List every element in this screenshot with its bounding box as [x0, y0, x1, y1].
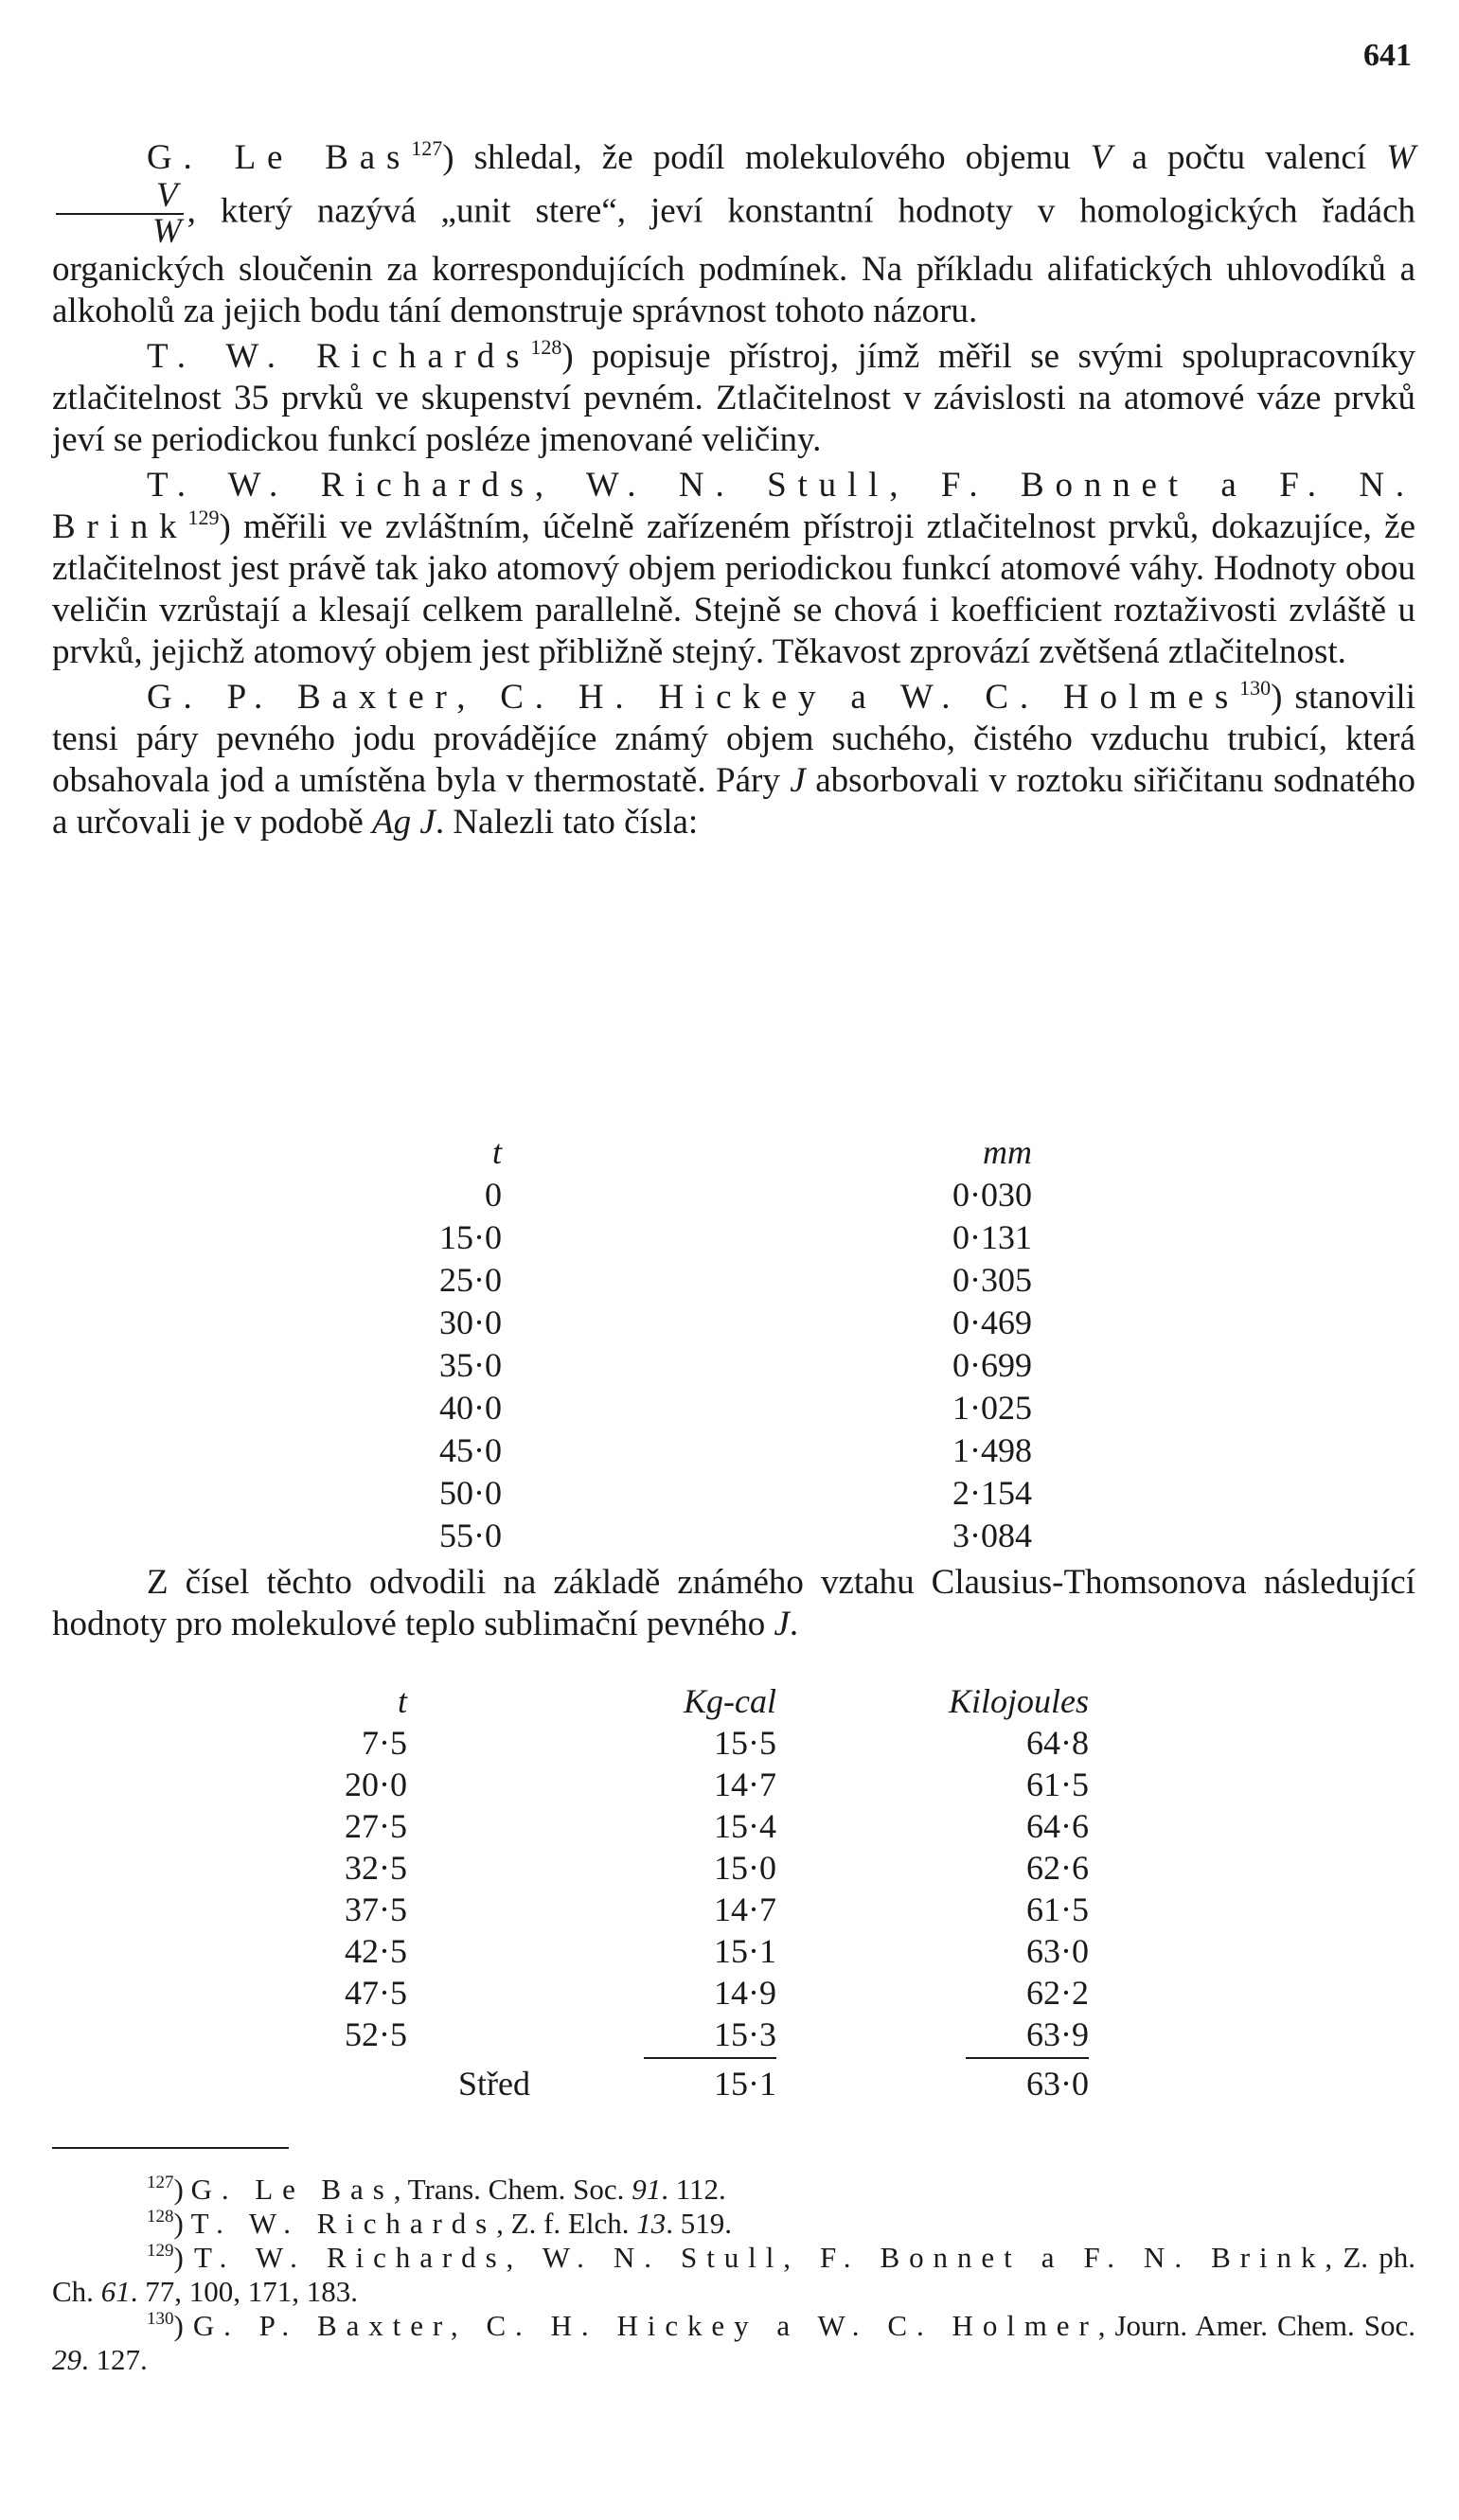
cell-kgcal: 15·5	[714, 1724, 776, 1762]
fraction-v-over-w	[56, 176, 184, 251]
average-kilojoules: 63·0	[1026, 2065, 1089, 2103]
spacer	[407, 1930, 530, 1972]
footnote-divider	[52, 2147, 289, 2149]
paragraph-text: ) popisuje přístroj, jímž měřil se svými spolupracovníky ztlačitelnost 35 prvků ve skupenství pevném. Ztlačitelnost v závislosti na atomové váze prvků jeví se periodickou funkcí posléze jmenované veličiny.	[52, 337, 1415, 459]
spacer	[265, 2063, 407, 2104]
cell-t: 30·0	[439, 1304, 502, 1341]
table-row	[265, 1764, 1212, 1805]
table-row	[341, 1174, 1060, 1216]
table-header-row	[341, 1131, 1060, 1174]
spacer	[407, 1722, 530, 1764]
variable-w: W	[1386, 138, 1416, 177]
author-name: G. Le Bas	[147, 138, 412, 177]
footnote-text: , Z. ph. Ch.	[52, 2241, 1415, 2308]
footnote-text: . 77, 100, 171, 183.	[130, 2275, 358, 2308]
paragraph-text: .	[789, 1605, 799, 1643]
footnote-text: . 127.	[81, 2343, 148, 2376]
footnote-number: 128	[147, 2207, 174, 2227]
symbol-j: J	[774, 1605, 790, 1643]
cell-mm: 3·084	[952, 1517, 1032, 1554]
footnote-number: 130	[147, 2309, 174, 2329]
cell-t: 32·5	[345, 1849, 407, 1887]
footnote-ref[interactable]: 127	[411, 136, 443, 160]
sublimation-heat-table	[265, 1680, 1212, 2104]
column-header-t: t	[397, 1682, 407, 1720]
table-row	[265, 1889, 1212, 1930]
footnote-number: 127	[147, 2173, 174, 2192]
paragraph-text: Z čísel těchto odvodili na základě známého vztahu Clausius-Thomsonova následující hodnoty pro molekulové teplo sublimační pevného	[52, 1563, 1415, 1643]
column-header-kgcal: Kg-cal	[684, 1682, 776, 1720]
table-row	[265, 1847, 1212, 1889]
footnote-ref[interactable]: 129	[187, 506, 220, 529]
spacer	[407, 1972, 530, 2014]
cell-t: 42·5	[345, 1932, 407, 1970]
spacer	[407, 1680, 530, 1722]
average-label: Střed	[458, 2065, 530, 2103]
cell-kgcal: 15·4	[714, 1807, 776, 1845]
average-kgcal: 15·1	[714, 2065, 776, 2103]
table-row	[265, 1805, 1212, 1847]
cell-t: 45·0	[439, 1431, 502, 1469]
cell-t: 50·0	[439, 1474, 502, 1512]
table-row	[265, 2014, 1212, 2055]
cell-mm: 0·131	[952, 1218, 1032, 1256]
cell-mm: 0·469	[952, 1304, 1032, 1341]
cell-kgcal: 15·0	[714, 1849, 776, 1887]
table-row	[341, 1515, 1060, 1557]
spacer	[407, 1764, 530, 1805]
footnote-volume: 61	[100, 2275, 131, 2308]
cell-t: 27·5	[345, 1807, 407, 1845]
fraction-denominator: W	[151, 212, 182, 251]
footnote-ref[interactable]: 130	[1239, 676, 1272, 700]
average-row	[265, 2063, 1212, 2104]
paragraph-richards-stull	[52, 465, 1415, 673]
page-number: 641	[1363, 38, 1412, 73]
table-header-row	[265, 1680, 1212, 1722]
cell-t: 35·0	[439, 1346, 502, 1384]
cell-t: 52·5	[345, 2015, 407, 2053]
cell-mm: 1·498	[952, 1431, 1032, 1469]
spacer	[407, 1847, 530, 1889]
footnote-text: , Z. f. Elch.	[496, 2207, 637, 2240]
table-row	[341, 1302, 1060, 1344]
author-names: T. W. Richards, W. N. Stull, F. Bonnet a F. N. Brink	[52, 466, 1415, 546]
body-text-lower	[52, 1562, 1415, 1649]
table-row	[265, 1930, 1212, 1972]
cell-mm: 0·699	[952, 1346, 1032, 1384]
cell-kgcal: 14·7	[714, 1766, 776, 1803]
table-row	[265, 1972, 1212, 2014]
body-text	[52, 137, 1415, 847]
cell-mm: 2·154	[952, 1474, 1032, 1512]
spacer	[407, 2014, 530, 2055]
footnotes	[52, 2173, 1415, 2377]
footnote-text: , Trans. Chem. Soc.	[393, 2173, 632, 2206]
cell-mm: 1·025	[952, 1389, 1032, 1427]
footnote-ref[interactable]: 128	[530, 335, 562, 359]
cell-kgcal: 15·3	[714, 2015, 776, 2053]
paragraph-text: ) stanovili tensi páry pevného jodu provádějíce známý objem suchého, čistého vzduchu trubicí, která obsahovala jod a umístěna byla v thermostatě. Páry	[52, 678, 1415, 800]
vapor-pressure-table	[341, 1131, 1060, 1557]
cell-t: 55·0	[439, 1517, 502, 1554]
paragraph-baxter	[52, 677, 1415, 843]
footnote-text: . 519.	[666, 2207, 732, 2240]
column-header-kilojoules: Kilojoules	[948, 1682, 1089, 1720]
cell-t: 47·5	[345, 1974, 407, 2012]
cell-t: 40·0	[439, 1389, 502, 1427]
author-names: G. P. Baxter, C. H. Hickey a W. C. Holmes	[147, 678, 1240, 717]
spacer	[407, 1889, 530, 1930]
paragraph-le-bas	[52, 137, 1415, 332]
footnote-author: G. P. Baxter, C. H. Hickey a W. C. Holmer	[192, 2309, 1098, 2342]
footnote-author: T. W. Richards, W. N. Stull, F. Bonnet a F. N. Brink	[194, 2241, 1326, 2274]
table-row	[341, 1259, 1060, 1302]
variable-v: V	[1090, 138, 1112, 177]
table-row	[265, 1722, 1212, 1764]
table-row	[341, 1387, 1060, 1429]
paragraph-text: ) shledal, že podíl molekulového objemu	[442, 138, 1091, 177]
cell-kilojoules: 61·5	[1026, 1890, 1089, 1928]
paragraph-text: , který nazývá „unit stere“, jeví konstantní hodnoty v homologických řadách organických sloučenin za korrespondujících podmínek. Na příkladu alifatických uhlovodíků a alkoholů za jejich bodu tání demonstruje správnost tohoto názoru.	[52, 191, 1415, 330]
cell-mm: 0·030	[952, 1176, 1032, 1214]
symbol-j: J	[790, 761, 806, 800]
footnote-text: . 112.	[661, 2173, 726, 2206]
cell-kilojoules: 62·2	[1026, 1974, 1089, 2012]
table-row	[341, 1472, 1060, 1515]
cell-t: 37·5	[345, 1890, 407, 1928]
cell-mm: 0·305	[952, 1261, 1032, 1299]
footnote-author: G. Le Bas	[190, 2173, 394, 2206]
footnote-volume: 91	[632, 2173, 662, 2206]
paragraph-clausius	[52, 1562, 1415, 1645]
footnote: $^{129}$) T. W. Richards, W. N. Stull, F. Bonnet a F. N. Brink, Z. ph. Ch. 61. 77, 100, 171, 183.	[52, 2241, 1415, 2308]
cell-kgcal: 14·9	[714, 1974, 776, 2012]
spacer	[407, 1805, 530, 1847]
table-row	[341, 1216, 1060, 1259]
cell-kilojoules: 64·8	[1026, 1724, 1089, 1762]
cell-kilojoules: 61·5	[1026, 1766, 1089, 1803]
footnote-number: 129	[147, 2241, 174, 2261]
table-row	[341, 1344, 1060, 1387]
cell-kilojoules: 64·6	[1026, 1807, 1089, 1845]
formula-agj: Ag J	[372, 803, 436, 842]
cell-kilojoules: 63·0	[1026, 1932, 1089, 1970]
footnote: $^{130}$) G. P. Baxter, C. H. Hickey a W. C. Holmer, Journ. Amer. Chem. Soc. 29. 127.	[52, 2309, 1415, 2376]
sum-rule	[966, 2057, 1089, 2059]
fraction-numerator: V	[56, 179, 184, 215]
author-name: T. W. Richards	[147, 337, 531, 376]
footnote-volume: 29	[52, 2343, 81, 2376]
paragraph-text: ) měřili ve zvláštním, účelně zařízeném přístroji ztlačitelnost prvků, dokazujíce, že ztlačitelnost jest právě tak jako atomový objem periodickou funkcí atomové váhy. Hodnoty obou veličin vzrůstají a klesají celkem parallelně. Stejně se chová i koefficient roztaživosti zvláště u prvků, jejichž atomový objem jest přibližně stejný. Těkavost zprovází zvětšená ztlačitelnost.	[52, 507, 1415, 671]
column-header-t: t	[491, 1133, 502, 1171]
footnote-author: T. W. Richards	[190, 2207, 497, 2240]
footnote: $^{127}$) G. Le Bas, Trans. Chem. Soc. 91. 112.	[147, 2173, 726, 2206]
cell-kilojoules: 63·9	[1026, 2015, 1089, 2053]
column-header-mm: mm	[983, 1133, 1032, 1171]
cell-kgcal: 14·7	[714, 1890, 776, 1928]
cell-kilojoules: 62·6	[1026, 1849, 1089, 1887]
footnote-volume: 13	[636, 2207, 667, 2240]
cell-t: 7·5	[362, 1724, 407, 1762]
paragraph-text: a počtu valencí	[1112, 138, 1387, 177]
cell-t: 0	[485, 1176, 502, 1214]
paragraph-text: absorbovali v roztoku siřičitanu sodnatého a určovali je v podobě	[52, 761, 1415, 842]
sum-rule	[644, 2057, 776, 2059]
cell-kgcal: 15·1	[714, 1932, 776, 1970]
paragraph-text: . Nalezli tato čísla:	[435, 803, 699, 842]
cell-t: 20·0	[345, 1766, 407, 1803]
cell-t: 25·0	[439, 1261, 502, 1299]
table-row	[341, 1429, 1060, 1472]
paragraph-richards	[52, 336, 1415, 461]
footnote-text: , Journ. Amer. Chem. Soc.	[1097, 2309, 1415, 2342]
footnote: $^{128}$) T. W. Richards, Z. f. Elch. 13. 519.	[147, 2207, 732, 2240]
cell-t: 15·0	[439, 1218, 502, 1256]
